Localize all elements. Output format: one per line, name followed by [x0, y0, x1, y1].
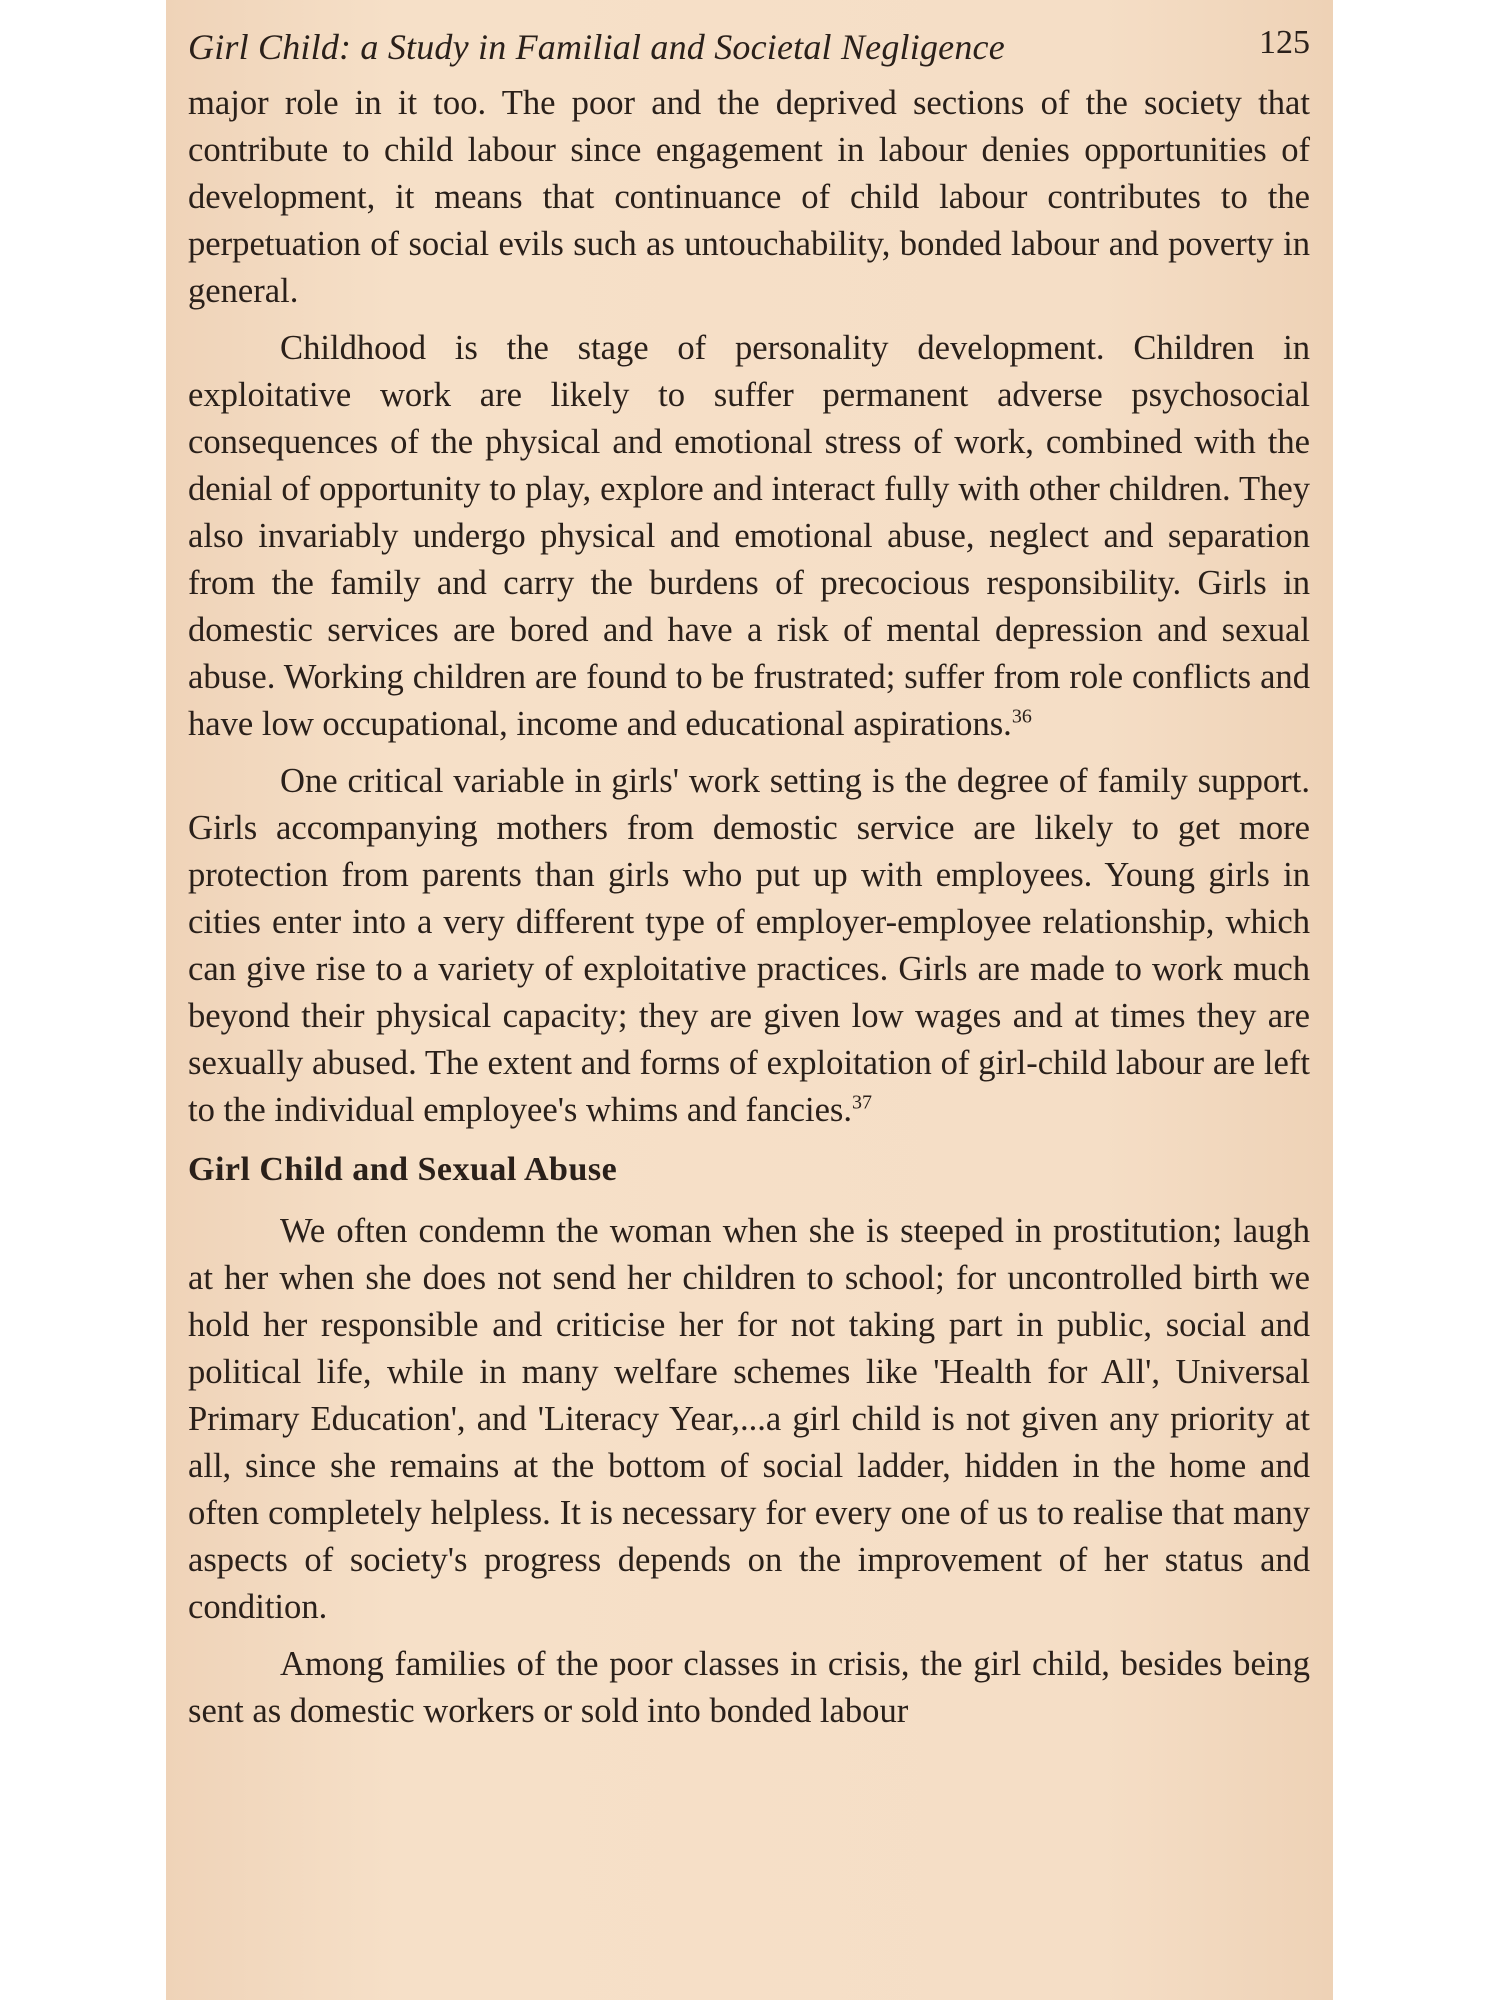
footnote-ref-36: 36 — [1011, 705, 1032, 728]
page-number: 125 — [1259, 24, 1310, 61]
section-heading: Girl Child and Sexual Abuse — [188, 1151, 618, 1188]
paragraph-childhood — [188, 325, 1310, 748]
paragraph-poor-families: Among families of the poor classes in crisis, the girl child, besides being sent as domestic workers or sold into bonded labour — [188, 1645, 1310, 1730]
paragraph-childhood-text: Childhood is the stage of personality development. Children in exploitative work are likely to suffer permanent adverse psychosocial consequences of the physical and emotional stress of work, combined with the denial of opportunity to play, explore and interact fully with other children. They also invariably undergo physical and emotional abuse, neglect and separation from the family and carry the burdens of precocious responsibility. Girls in domestic services are bored and have a risk of mental depression and sexual abuse. Working children are found to be frustrated; suffer from role conflicts and have low occupational, income and educational aspirations. — [188, 329, 1310, 743]
page-content — [188, 0, 1310, 1735]
book-page — [166, 0, 1333, 2000]
paragraph-continued: major role in it too. The poor and the deprived sections of the society that contribute to child labour since engagement in labour denies opportunities of development, it means that continuance of child labour contributes to the perpetuation of social evils such as untouchability, bonded labour and poverty in general. — [188, 84, 1310, 310]
paragraph-condemn: We often condemn the woman when she is steeped in prostitution; laugh at her when she does not send her children to school; for uncontrolled birth we hold her responsible and criticise her for not taking part in public, social and political life, while in many welfare schemes like 'Health for All', Universal Primary Education', and 'Literacy Year,...a girl child is not given any priority at all, since she remains at the bottom of social ladder, hidden in the home and often completely helpless. It is necessary for every one of us to realise that many aspects of society's progress depends on the improvement of her status and condition. — [188, 1212, 1310, 1626]
paragraph-family-support — [188, 758, 1310, 1134]
running-header — [188, 0, 1310, 80]
running-title: Girl Child: a Study in Familial and Societal Negligence — [188, 27, 1005, 67]
paragraph-family-support-text: One critical variable in girls' work setting is the degree of family support. Girls accompanying mothers from demostic service are likely to get more protection from parents than girls who put up with employees. Young girls in cities enter into a very different type of employer-employee relationship, which can give rise to a variety of exploitative practices. Girls are made to work much beyond their physical capacity; they are given low wages and at times they are sexually abused. The extent and forms of exploitation of girl-child labour are left to the individual employee's whims and fancies. — [188, 762, 1310, 1129]
footnote-ref-37: 37 — [852, 1091, 873, 1114]
